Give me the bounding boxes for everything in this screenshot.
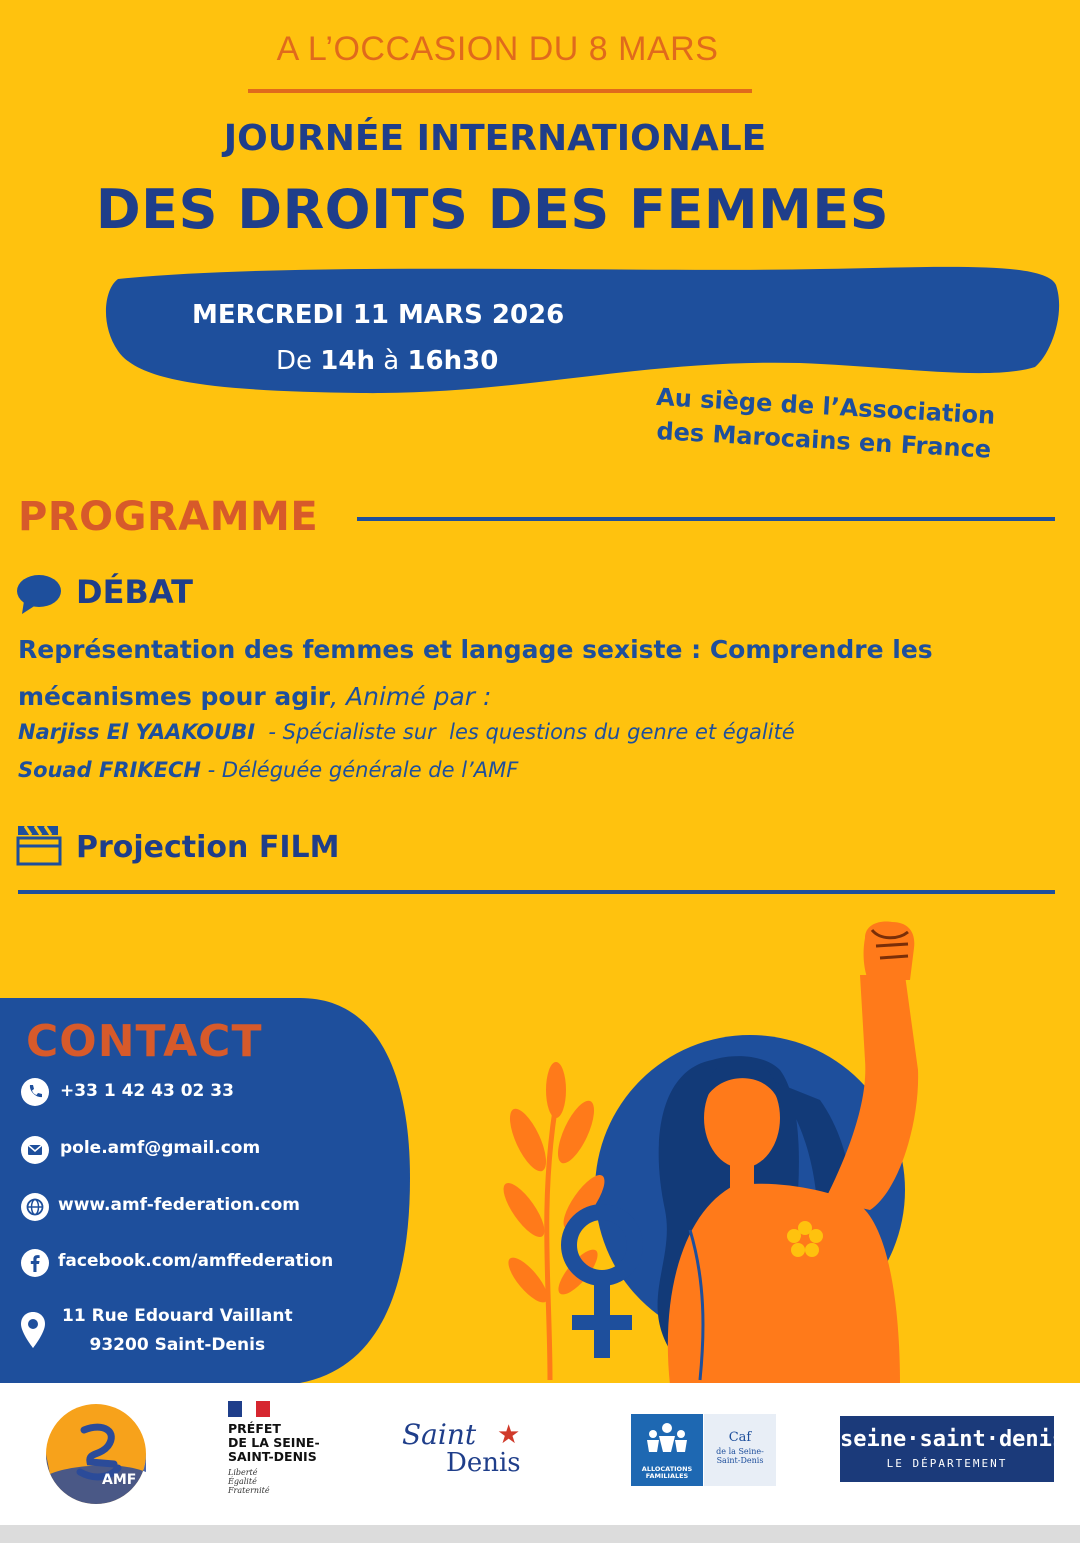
ssd-logo-subtitle: LE DÉPARTEMENT — [886, 1457, 1008, 1470]
time-start: 14h — [320, 346, 375, 376]
debate-topic — [18, 626, 1063, 720]
caf-sub-line-2: Saint-Denis — [716, 1456, 764, 1465]
time-prefix: De — [276, 346, 313, 376]
prefet-logo-text — [228, 1422, 320, 1464]
prefet-line-1: PRÉFET — [228, 1421, 281, 1436]
location-pin-icon — [20, 1311, 46, 1349]
date-banner-shape — [0, 255, 1080, 405]
woman-raising-fist-illustration — [480, 910, 1000, 1385]
event-date: MERCREDI 11 MARS 2026 — [192, 300, 565, 330]
speaker-2-name: Souad FRIKECH — [18, 758, 201, 782]
occasion-heading: A L’OCCASION DU 8 MARS — [276, 30, 719, 68]
saint-denis-logo-line-2: Denis — [446, 1448, 521, 1478]
address-line-2: 93200 Saint-Denis — [89, 1335, 266, 1355]
caf-logo-word: Caf — [728, 1430, 752, 1445]
marianne-flag — [228, 1401, 270, 1417]
venue-line-1: Au siège de l’Association — [655, 382, 996, 430]
mail-icon — [20, 1135, 50, 1165]
venue-line-2: des Marocains en France — [655, 417, 992, 464]
prefet-line-3: SAINT-DENIS — [228, 1449, 317, 1464]
debate-label: DÉBAT — [76, 573, 193, 611]
devise-egalite: Égalité — [228, 1477, 257, 1486]
contact-website[interactable]: www.amf-federation.com — [58, 1195, 300, 1215]
alloc-line-2: FAMILIALES — [645, 1472, 689, 1480]
film-label: Projection FILM — [76, 830, 340, 865]
time-end: 16h30 — [407, 346, 499, 376]
clapperboard-icon — [16, 822, 62, 868]
occasion-divider — [248, 89, 752, 93]
alloc-line-1: ALLOCATIONS — [641, 1465, 693, 1473]
devise-liberte: Liberté — [228, 1468, 258, 1477]
saint-denis-logo-line-1: Saint — [402, 1418, 477, 1451]
speaker-2 — [18, 758, 518, 782]
ssd-logo-title: seine·saint·denis — [840, 1427, 1066, 1452]
address-line-1: 11 Rue Edouard Vaillant — [62, 1306, 293, 1326]
animated-by: , Animé par : — [330, 682, 492, 711]
programme-end-divider — [18, 890, 1055, 894]
prefet-devise — [228, 1468, 270, 1495]
contact-address — [62, 1302, 293, 1360]
contact-heading: CONTACT — [26, 1016, 263, 1067]
devise-fraternite: Fraternité — [228, 1486, 270, 1495]
speech-bubble-icon — [16, 573, 62, 615]
phone-icon — [20, 1077, 50, 1107]
amf-logo — [44, 1402, 148, 1506]
time-connector: à — [383, 346, 400, 376]
debate-topic-text: Représentation des femmes et langage sexiste : Comprendre les mécanismes pour agir — [18, 635, 933, 711]
title-line-2: DES DROITS DES FEMMES — [95, 178, 890, 241]
speaker-1 — [18, 720, 795, 744]
star-icon: ★ — [497, 1420, 521, 1450]
facebook-icon — [20, 1248, 50, 1278]
caf-allocations-text — [631, 1466, 703, 1480]
contact-email[interactable]: pole.amf@gmail.com — [60, 1138, 261, 1158]
programme-heading: PROGRAMME — [18, 494, 319, 540]
prefet-line-2: DE LA SEINE- — [228, 1435, 320, 1450]
footer-bottom-strip — [0, 1525, 1080, 1543]
amf-logo-text: AMF — [102, 1472, 137, 1488]
title-line-1: JOURNÉE INTERNATIONALE — [223, 118, 767, 159]
globe-icon — [20, 1192, 50, 1222]
speaker-1-role: - Spécialiste sur les questions du genre et égalité — [255, 720, 795, 744]
event-time — [276, 346, 498, 376]
speaker-1-name: Narjiss El YAAKOUBI — [18, 720, 256, 744]
contact-phone: +33 1 42 43 02 33 — [60, 1081, 234, 1101]
speaker-2-role: - Déléguée générale de l’AMF — [200, 758, 519, 782]
contact-facebook[interactable]: facebook.com/amffederation — [58, 1251, 334, 1271]
programme-divider — [357, 517, 1055, 521]
family-figures-icon — [631, 1414, 703, 1466]
caf-logo-subtitle — [704, 1447, 776, 1465]
caf-sub-line-1: de la Seine- — [716, 1447, 764, 1456]
